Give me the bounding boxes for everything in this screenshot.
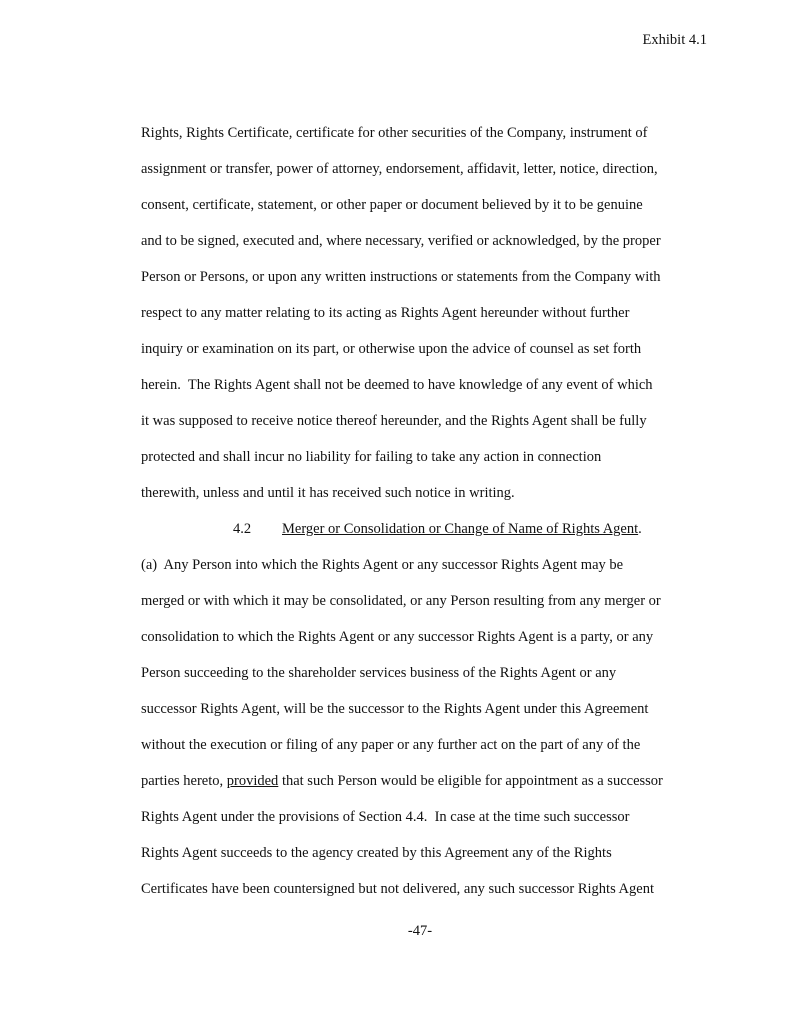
provided-term: provided	[226, 773, 279, 789]
body-line-provided	[141, 772, 663, 790]
body-line: Person succeeding to the shareholder services business of the Rights Agent or any	[141, 665, 617, 681]
body-line: herein. The Rights Agent shall not be deemed to have knowledge of any event of which	[141, 377, 653, 393]
body-line: Rights, Rights Certificate, certificate for other securities of the Company, instrument of	[141, 125, 648, 141]
body-line: consolidation to which the Rights Agent or any successor Rights Agent is a party, or any	[141, 629, 654, 645]
section-heading	[282, 520, 642, 538]
body-line: Rights Agent succeeds to the agency created by this Agreement any of the Rights	[141, 845, 612, 861]
body-line: and to be signed, executed and, where necessary, verified or acknowledged, by the proper	[141, 233, 661, 249]
section-title-period: .	[638, 521, 642, 537]
section-title: Merger or Consolidation or Change of Name of Rights Agent	[282, 521, 639, 537]
exhibit-label: Exhibit 4.1	[642, 32, 707, 48]
body-line: consent, certificate, statement, or other paper or document believed by it to be genuine	[141, 197, 643, 213]
body-line: (a) Any Person into which the Rights Agent or any successor Rights Agent may be	[141, 557, 624, 573]
body-line: therewith, unless and until it has received such notice in writing.	[141, 485, 515, 501]
provided-before: parties hereto,	[141, 773, 227, 789]
body-line: assignment or transfer, power of attorney, endorsement, affidavit, letter, notice, direction,	[141, 161, 658, 177]
body-line: merged or with which it may be consolidated, or any Person resulting from any merger or	[141, 593, 661, 609]
body-line: successor Rights Agent, will be the successor to the Rights Agent under this Agreement	[141, 701, 649, 717]
body-line: respect to any matter relating to its acting as Rights Agent hereunder without further	[141, 305, 630, 321]
page-number: -47-	[407, 923, 433, 939]
body-line: it was supposed to receive notice thereof hereunder, and the Rights Agent shall be fully	[141, 413, 647, 429]
body-line: Rights Agent under the provisions of Section 4.4. In case at the time such successor	[141, 809, 630, 825]
body-line: without the execution or filing of any paper or any further act on the part of any of the	[141, 737, 641, 753]
body-line: Certificates have been countersigned but not delivered, any such successor Rights Agent	[141, 881, 654, 897]
body-line: Person or Persons, or upon any written instructions or statements from the Company with	[141, 269, 661, 285]
body-line: protected and shall incur no liability for failing to take any action in connection	[141, 449, 602, 465]
body-line: inquiry or examination on its part, or otherwise upon the advice of counsel as set forth	[141, 341, 642, 357]
provided-after: that such Person would be eligible for appointment as a successor	[278, 773, 663, 789]
section-number: 4.2	[233, 521, 252, 537]
